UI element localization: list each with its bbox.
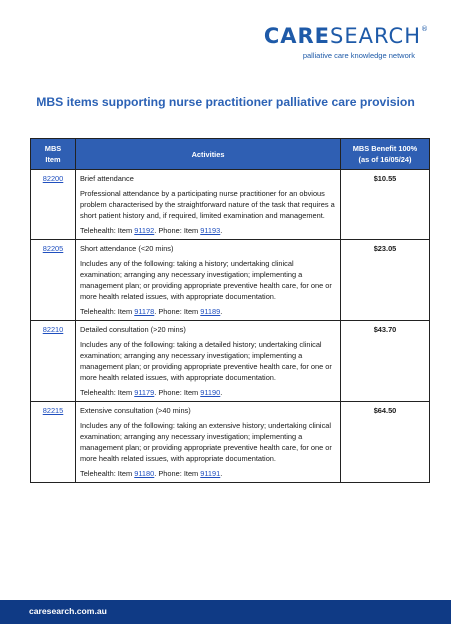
line-end: . [220,469,223,478]
footer-url[interactable]: caresearch.com.au [29,606,107,616]
activity-cell [76,321,341,402]
footer-bar [0,600,451,624]
activity-heading: Short attendance (<20 mins) [80,244,174,253]
phone-item-link[interactable]: 91193 [200,226,221,235]
benefit-cell: $23.05 [341,240,430,321]
telehealth-item-link[interactable]: 91180 [134,469,155,478]
activity-heading: Extensive consultation (>40 mins) [80,406,191,415]
header-mbs-item-line1: MBS [44,144,62,153]
activity-description: Includes any of the following: taking a detailed history; undertaking clinical examination; arranging any necessary investigation; implementing a management plan; or providing appropriate preventive health care, for one or more health related issues, with appropriate documentation. [80,340,332,382]
telehealth-label: Telehealth: Item [80,307,135,316]
header-mbs-item [31,139,76,170]
caresearch-logo [229,26,429,60]
mbs-items-table [30,138,430,483]
activity-cell [76,240,341,321]
activity-description: Includes any of the following: taking a history; undertaking clinical examination; arranging any necessary investigation; implementing a management plan; or providing appropriate preventive health care, for one or more health related issues, with appropriate documentation. [80,259,332,301]
benefit-cell: $64.50 [341,402,430,483]
telehealth-line [80,387,336,398]
activity-description: Includes any of the following: taking an extensive history; undertaking clinical examination; arranging any necessary investigation; implementing a management plan; or providing appropriate preventive health care, for one or more health related issues, with appropriate documentation. [80,421,332,463]
phone-label: . Phone: Item [154,469,201,478]
telehealth-item-link[interactable]: 91192 [134,226,155,235]
activity-heading: Brief attendance [80,174,134,183]
header-mbs-item-line2: Item [45,155,61,164]
phone-label: . Phone: Item [154,388,201,397]
mbs-item-cell [31,240,76,321]
mbs-item-link[interactable]: 82215 [42,406,64,415]
mbs-item-cell [31,170,76,240]
mbs-item-link[interactable]: 82200 [42,174,64,183]
telehealth-item-link[interactable]: 91178 [134,307,155,316]
logo-search-text: SEARCH [330,24,421,48]
benefit-cell: $10.55 [341,170,430,240]
phone-label: . Phone: Item [154,307,201,316]
line-end: . [220,307,223,316]
mbs-item-cell [31,402,76,483]
telehealth-line [80,225,336,236]
telehealth-label: Telehealth: Item [80,226,135,235]
logo-wordmark [264,26,429,47]
header-benefit-line2: (as of 16/05/24) [358,155,412,164]
page-title: MBS items supporting nurse practitioner palliative care provision [36,95,415,109]
table-row [31,240,430,321]
logo-tagline: palliative care knowledge network [302,51,415,60]
activity-cell [76,170,341,240]
header-benefit-line1: MBS Benefit 100% [352,144,418,153]
mbs-item-link[interactable]: 82205 [42,244,64,253]
line-end: . [220,388,223,397]
table-header-row [31,139,430,170]
benefit-cell: $43.70 [341,321,430,402]
activity-cell [76,402,341,483]
activity-heading: Detailed consultation (>20 mins) [80,325,186,334]
mbs-item-cell [31,321,76,402]
logo-care-text: CARE [263,24,331,48]
telehealth-line [80,306,336,317]
phone-item-link[interactable]: 91189 [200,307,221,316]
telehealth-label: Telehealth: Item [80,388,135,397]
table-row [31,402,430,483]
table-body [31,170,430,483]
telehealth-line [80,468,336,479]
phone-label: . Phone: Item [154,226,201,235]
table-row [31,321,430,402]
logo-registered-mark: ® [421,25,429,33]
line-end: . [220,226,223,235]
mbs-item-link[interactable]: 82210 [42,325,64,334]
phone-item-link[interactable]: 91190 [200,388,221,397]
header-mbs-benefit [341,139,430,170]
telehealth-label: Telehealth: Item [80,469,135,478]
table-row [31,170,430,240]
activity-description: Professional attendance by a participating nurse practitioner for an obvious problem characterised by the straightforward nature of the task that requires a short patient history and, if required, limited examination and management. [80,189,335,220]
header-activities: Activities [76,139,341,170]
phone-item-link[interactable]: 91191 [200,469,221,478]
telehealth-item-link[interactable]: 91179 [134,388,155,397]
